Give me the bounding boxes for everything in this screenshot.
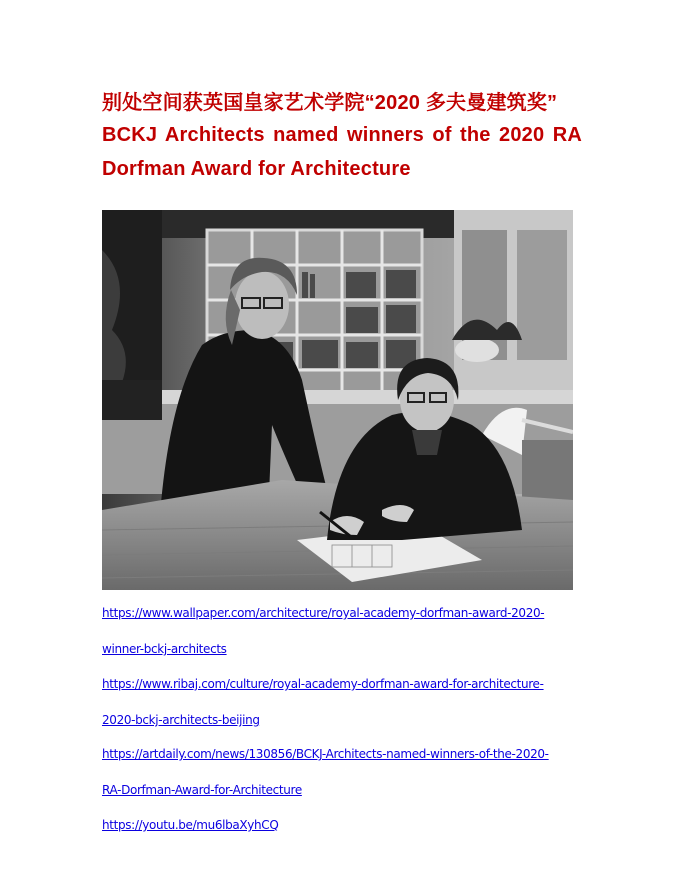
youtube-link[interactable]: https://youtu.be/mu6lbaXyhCQ [102, 818, 279, 832]
chinese-title: 别处空间获英国皇家艺术学院“2020 多夫曼建筑奖” [102, 92, 558, 114]
artdaily-link-line1[interactable]: https://artdaily.com/news/130856/BCKJ-Architects-named-winners-of-the-2020- [102, 747, 549, 761]
architects-photo [102, 210, 573, 590]
wallpaper-link-line2[interactable]: winner-bckj-architects [102, 642, 227, 656]
wallpaper-link-line1[interactable]: https://www.wallpaper.com/architecture/royal-academy-dorfman-award-2020- [102, 606, 545, 620]
artdaily-link-line2[interactable]: RA-Dorfman-Award-for-Architecture [102, 783, 302, 797]
ribaj-link-line2[interactable]: 2020-bckj-architects-beijing [102, 713, 260, 727]
english-title: BCKJ Architects named winners of the 2020 RA Dorfman Award for Architecture [102, 124, 582, 180]
ribaj-link-line1[interactable]: https://www.ribaj.com/culture/royal-academy-dorfman-award-for-architecture- [102, 677, 544, 691]
